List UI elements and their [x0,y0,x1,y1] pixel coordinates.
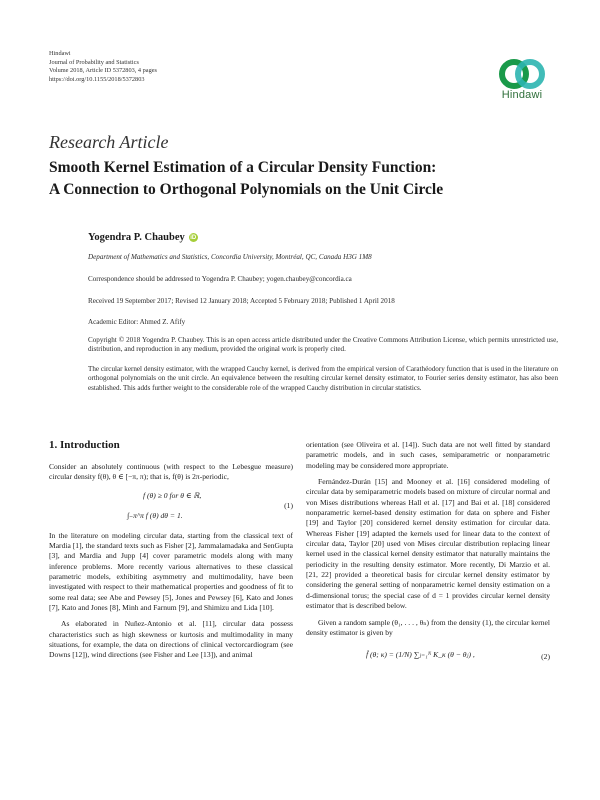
paragraph-3: As elaborated in Nuñez-Antonio et al. [11], circular data possess characteristics such as high skewness or kurtosis and multimodality in many situations, for example, the data on directions of clinical vectorcardiogram (see Downs [12]), wind directions (see Fisher and Lee [13]), and animal [49,619,293,660]
paragraph-1: Consider an absolutely continuous (with respect to the Lebesgue measure) circular density f(θ), θ ∈ [−π, π); that is, f(θ) is 2π-periodic, [49,462,293,482]
paragraph-5: Fernández-Durán [15] and Mooney et al. [16] considered modeling of circular data by semiparametric models based on mixture of circular normal and von Mises distributions whereas Hall et al. [17] and Bai et al. [18] considered nonparametric kernel-based density estimation for data on sphere and Fisher [19] and Taylor [20] considered kernel density estimation for circular data. Whereas Fisher [19] adapted the kernels used for linear data to the context of circular data, Taylor [20] used von Mises circular distribution replacing linear kernel used in the classical kernel density estimator that naturally maintains the periodicity in the resulting density estimator. More recently, Di Marzio et al. [21, 22] provided a theoretical basis for circular kernel density estimator by considering the general setting of nonparametric kernel density estimation on a d-dimensional torus; the special case of d = 1 provides circular kernel density estimator that is described below. [306,477,550,611]
equation-2-number: (2) [541,652,550,662]
title-line-2: A Connection to Orthogonal Polynomials on the Unit Circle [49,181,444,198]
title-line-1: Smooth Kernel Estimation of a Circular Density Function: [49,159,437,176]
logo-text: Hindawi [501,89,543,101]
journal-name: Journal of Probability and Statistics [49,58,139,66]
equation-1-line-2: ∫₋π^π f (θ) dθ = 1. [127,510,183,520]
affiliation: Department of Mathematics and Statistics, Concordia University, Montréal, QC, Canada H3G 1M8 [88,253,372,261]
doi-link[interactable]: https://doi.org/10.1155/2018/5372803 [49,75,145,83]
journal-info [49,50,157,84]
correspondence: Correspondence should be addressed to Yogendra P. Chaubey; yogen.chaubey@concordia.ca [88,275,352,283]
equation-2-body: f̂ (θ; κ) = (1/N) ∑ⱼ₌₁ᴺ K_κ (θ − θⱼ) , [366,650,475,660]
author-name[interactable]: Yogendra P. Chaubey [88,232,185,243]
equation-1-line-1: f (θ) ≥ 0 for θ ∈ ℝ, [143,490,202,500]
abstract: The circular kernel density estimator, with the wrapped Cauchy kernel, is derived from the empirical version of Carathéodory function that is used in the literature on orthogonal polynomials on the unit circle. An equivalence between the resulting circular kernel density estimator, to Fourier series density estimator, has also been established. This adds further weight to the considerable role of the wrapped Cauchy distribution in circular statistics. [88,365,558,392]
equation-2 [306,644,550,672]
article-type: Research Article [49,132,169,152]
author [88,232,198,243]
equation-1-number: (1) [284,500,293,510]
dates: Received 19 September 2017; Revised 12 January 2018; Accepted 5 February 2018; Published 1 April 2018 [88,297,395,305]
academic-editor: Academic Editor: Ahmed Z. Afify [88,318,186,326]
section-heading: 1. Introduction [49,439,120,451]
paragraph-4: orientation (see Oliveira et al. [14]). Such data are not well fitted by standard parametric models, and in such cases, semiparametric or nonparametric modeling may be considered more appropriate. [306,440,550,470]
volume-line: Volume 2018, Article ID 5372803, 4 pages [49,67,157,75]
orcid-icon[interactable]: iD [190,234,197,241]
left-column [49,440,293,661]
paragraph-2: In the literature on modeling circular data, starting from the classical text of Mardia [1], the standard texts such as Fisher [2], Jammalamadaka and SenGupta [3], and Mardia and Jupp [4] cover parametric models along with many inference problems. More recently various alternatives to these classical parametric models, exhibiting asymmetry and multimodality, have been investigated with respect to their mathematical properties and goodness of fit to some real data; see Abe and Pewsey [5], Jones and Pewsey [6], Kato and Jones [7], Kato and Jones [8], Minh and Farnum [9], and Shimizu and Lida [10]. [49,530,293,613]
right-column [306,440,550,672]
paragraph-6: Given a random sample (θ₁, . . . , θₙ) from the density (1), the circular kernel density estimator is given by [306,617,550,637]
equation-1 [49,486,293,528]
publisher-name: Hindawi [49,50,71,57]
paper-title [49,157,569,201]
copyright: Copyright © 2018 Yogendra P. Chaubey. This is an open access article distributed under the Creative Commons Attribution License, which permits unrestricted use, distribution, and reproduction in any medium, provided the original work is properly cited. [88,336,558,354]
